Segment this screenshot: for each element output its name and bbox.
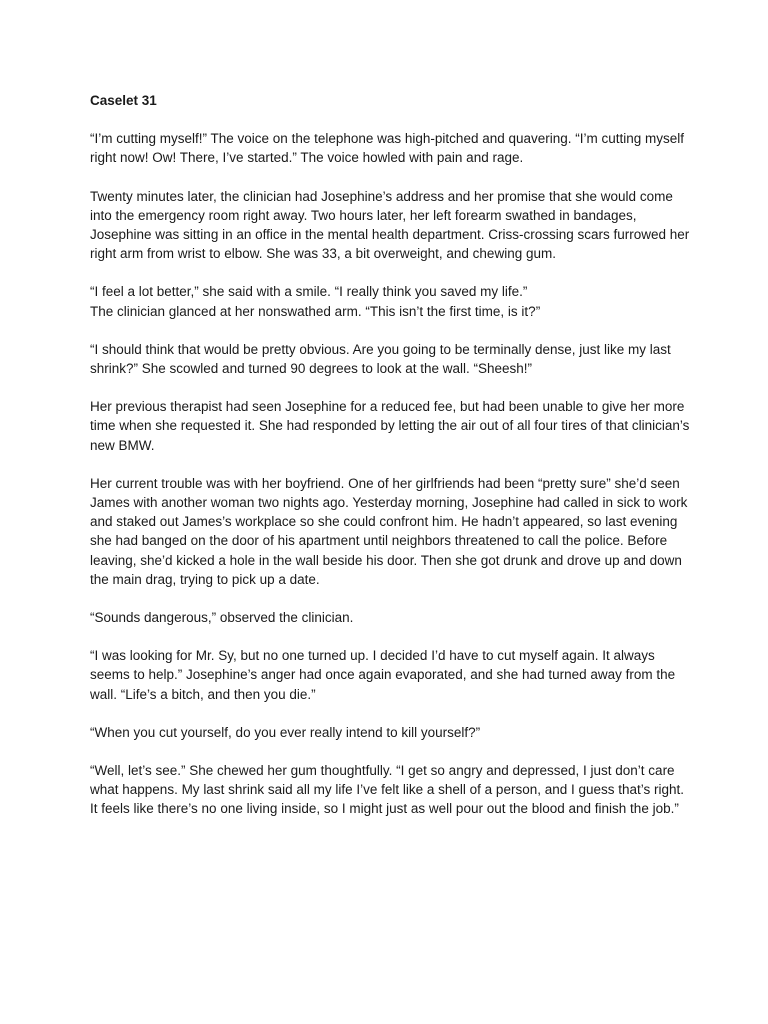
paragraph-2: Twenty minutes later, the clinician had Josephine’s address and her promise that she would come into the emergency room right away. Two hours later, her left forearm swathed in bandages, Josephine was sitting in an office in the mental health department. Criss-crossing scars furrowed her right arm from wrist to elbow. She was 33, a bit overweight, and chewing gum. [90,188,690,262]
paragraph-10: “When you cut yourself, do you ever really intend to kill yourself?” [90,724,481,740]
paragraph-1: “I’m cutting myself!” The voice on the telephone was high-pitched and quavering. “I’m cutting myself right now! Ow! There, I’ve started.” The voice howled with pain and rage. [90,131,685,166]
paragraph-9: “I was looking for Mr. Sy, but no one turned up. I decided I’d have to cut myself again. It always seems to help.” Josephine’s anger had once again evaporated, and she had turned away from the wall. “Life’s a bitch, and then you die.” [90,648,676,702]
paragraph-6: Her previous therapist had seen Josephine for a reduced fee, but had been unable to give her more time when she requested it. She had responded by letting the air out of all four tires of that clinician’s new BMW. [90,399,690,453]
document-title: Caselet 31 [90,93,157,108]
paragraph-11: “Well, let’s see.” She chewed her gum thoughtfully. “I get so angry and depressed, I just don’t care what happens. My last shrink said all my life I’ve felt like a shell of a person, and I guess that’s right. It feels like there’s no one living inside, so I might just as well pour out the blood and finish the job.” [90,763,685,817]
paragraph-8: “Sounds dangerous,” observed the clinician. [90,610,354,626]
paragraph-7: Her current trouble was with her boyfriend. One of her girlfriends had been “pretty sure” she’d seen James with another woman two nights ago. Yesterday morning, Josephine had called in sick to work and staked out James’s workplace so she could confront him. He hadn’t appeared, so last evening she had banged on the door of his apartment until neighbors threatened to call the police. Before leaving, she’d kicked a hole in the wall beside his door. Then she got drunk and drove up and down the main drag, trying to pick up a date. [90,475,688,587]
paragraph-4: The clinician glanced at her nonswathed arm. “This isn’t the first time, is it?” [90,303,541,319]
paragraph-3: “I feel a lot better,” she said with a smile. “I really think you saved my life.” [90,284,528,300]
paragraph-5: “I should think that would be pretty obvious. Are you going to be terminally dense, just like my last shrink?” She scowled and turned 90 degrees to look at the wall. “Sheesh!” [90,341,671,377]
document-body [90,91,690,838]
